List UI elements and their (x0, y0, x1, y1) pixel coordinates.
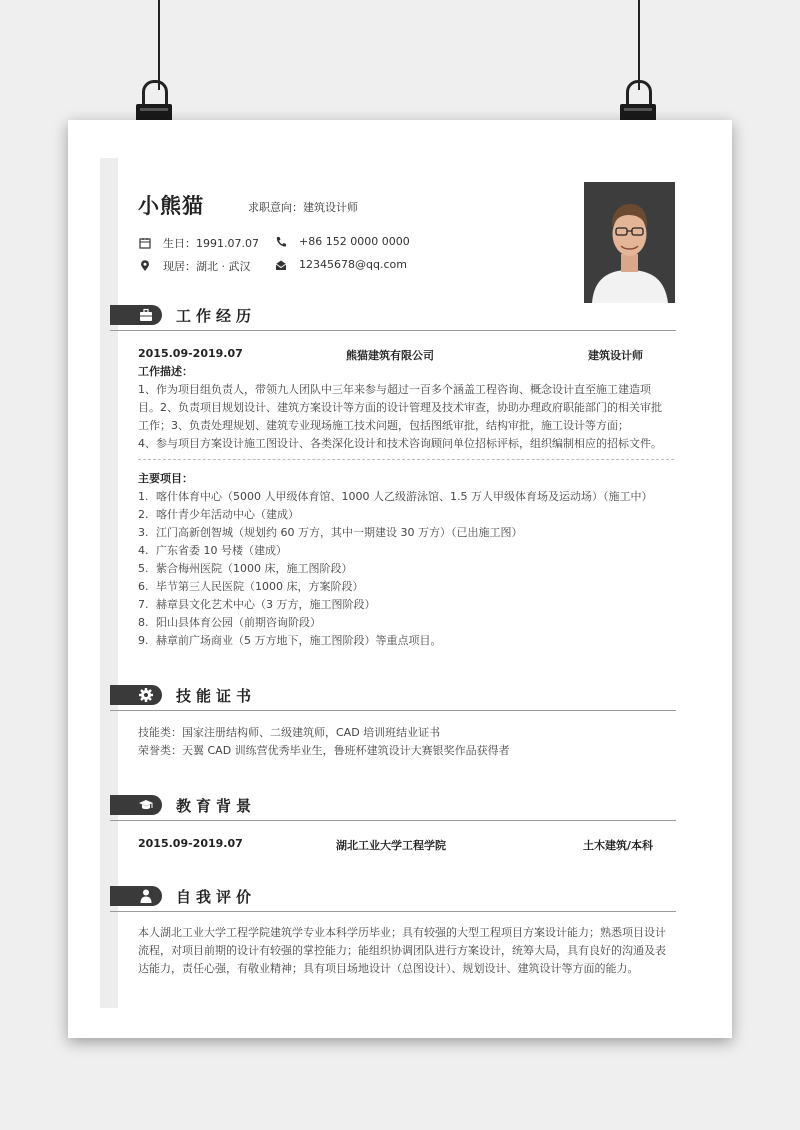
self-evaluation-text (138, 924, 678, 978)
profile-photo (584, 182, 675, 303)
work-divider (138, 459, 674, 460)
calendar-icon (138, 237, 151, 250)
phone-text: +86 152 0000 0000 (299, 235, 410, 248)
email-text: 12345678@qq.com (299, 258, 407, 271)
phone-info (274, 235, 410, 248)
self-eval-line: 本人湖北工业大学工程学院建筑学专业本科学历毕业；具有较强的大型工程项目方案设计能力；熟悉项目设计 (138, 926, 666, 939)
honors-line: 荣誉类：天翼 CAD 训练营优秀毕业生，鲁班杯建筑设计大赛银奖作品获得者 (138, 744, 510, 757)
projects-list (138, 488, 678, 650)
list-item: 8. 阳山县体育公园（前期咨询阶段） (138, 616, 321, 629)
graduation-cap-icon (138, 797, 154, 813)
section-skills-header (110, 683, 676, 707)
education-period: 2015.09-2019.07 (138, 837, 243, 850)
location-info (138, 258, 251, 274)
hanging-string-left (158, 0, 160, 90)
list-item: 2. 喀什青少年活动中心（建成） (138, 508, 299, 521)
birth-info (138, 235, 259, 251)
person-icon (138, 888, 154, 904)
skills-line: 技能类：国家注册结构师、二级建筑师，CAD 培训班结业证书 (138, 726, 441, 739)
work-desc-label: 工作描述： (138, 365, 193, 378)
list-item: 6. 毕节第三人民医院（1000 床，方案阶段） (138, 580, 364, 593)
list-item: 7. 赫章县文化艺术中心（3 万方，施工图阶段） (138, 598, 376, 611)
section-self-title: 自我评价 (176, 888, 257, 906)
side-decoration-bar (100, 158, 118, 1008)
work-desc-line: 目。2、负责项目规划设计、建筑方案设计等方面的设计管理及技术审查，协助办理政府职能部门的相关审批 (138, 401, 662, 414)
work-desc-line: 4、参与项目方案设计施工图设计、各类深化设计和技术咨询顾问单位招标评标，组织编制相应的招标文件。 (138, 437, 662, 450)
education-school: 湖北工业大学工程学院 (336, 839, 446, 852)
list-item: 5. 紫合梅州医院（1000 床，施工图阶段） (138, 562, 353, 575)
resume-paper (68, 120, 732, 1038)
projects-label: 主要项目： (138, 472, 193, 485)
location-text: 现居：湖北 · 武汉 (163, 260, 251, 273)
briefcase-icon (138, 307, 154, 323)
email-info (274, 258, 407, 271)
education-major: 土木建筑/本科 (583, 839, 654, 852)
location-icon (138, 260, 151, 273)
work-period: 2015.09-2019.07 (138, 347, 243, 360)
list-item: 9. 赫章前广场商业（5 万方地下，施工图阶段）等重点项目。 (138, 634, 442, 647)
section-education-title: 教育背景 (176, 797, 257, 815)
phone-icon (274, 235, 287, 248)
work-desc-line: 1、作为项目组负责人，带领九人团队中三年来参与超过一百多个涵盖工程咨询、概念设计直至施工建造项 (138, 383, 651, 396)
gear-icon (138, 687, 154, 703)
work-projects (138, 470, 678, 650)
section-work-header (110, 303, 676, 327)
work-desc-line: 工作；3、负责处理规划、建筑专业现场施工技术问题，包括图纸审批，结构审批，施工设计等方面； (138, 419, 629, 432)
list-item: 3. 江门高新创智城（规划约 60 万方，其中一期建设 30 万方）（已出施工图） (138, 526, 523, 539)
section-self-header (110, 884, 676, 908)
hanging-string-right (638, 0, 640, 90)
work-description (138, 363, 678, 453)
section-skills-title: 技能证书 (176, 687, 257, 705)
job-intent: 求职意向：建筑设计师 (248, 201, 358, 214)
candidate-name: 小熊猫 (138, 194, 204, 218)
work-role: 建筑设计师 (588, 349, 643, 362)
skills-content (138, 724, 678, 760)
birth-text: 生日：1991.07.07 (163, 237, 259, 250)
mail-icon (274, 258, 287, 271)
self-eval-line: 达能力，责任心强，有敬业精神；具有项目场地设计（总图设计）、规划设计、建筑设计等方面的能力。 (138, 962, 639, 975)
work-company: 熊猫建筑有限公司 (346, 349, 434, 362)
self-eval-line: 流程，对项目前期的设计有较强的掌控能力；能组织协调团队进行方案设计，统筹大局，具有良好的沟通及表 (138, 944, 666, 957)
list-item: 1. 喀什体育中心（5000 人甲级体育馆、1000 人乙级游泳馆、1.5 万人甲级体育场及运动场）（施工中） (138, 490, 653, 503)
list-item: 4. 广东省委 10 号楼（建成） (138, 544, 287, 557)
section-education-header (110, 793, 676, 817)
section-work-title: 工作经历 (176, 307, 257, 325)
